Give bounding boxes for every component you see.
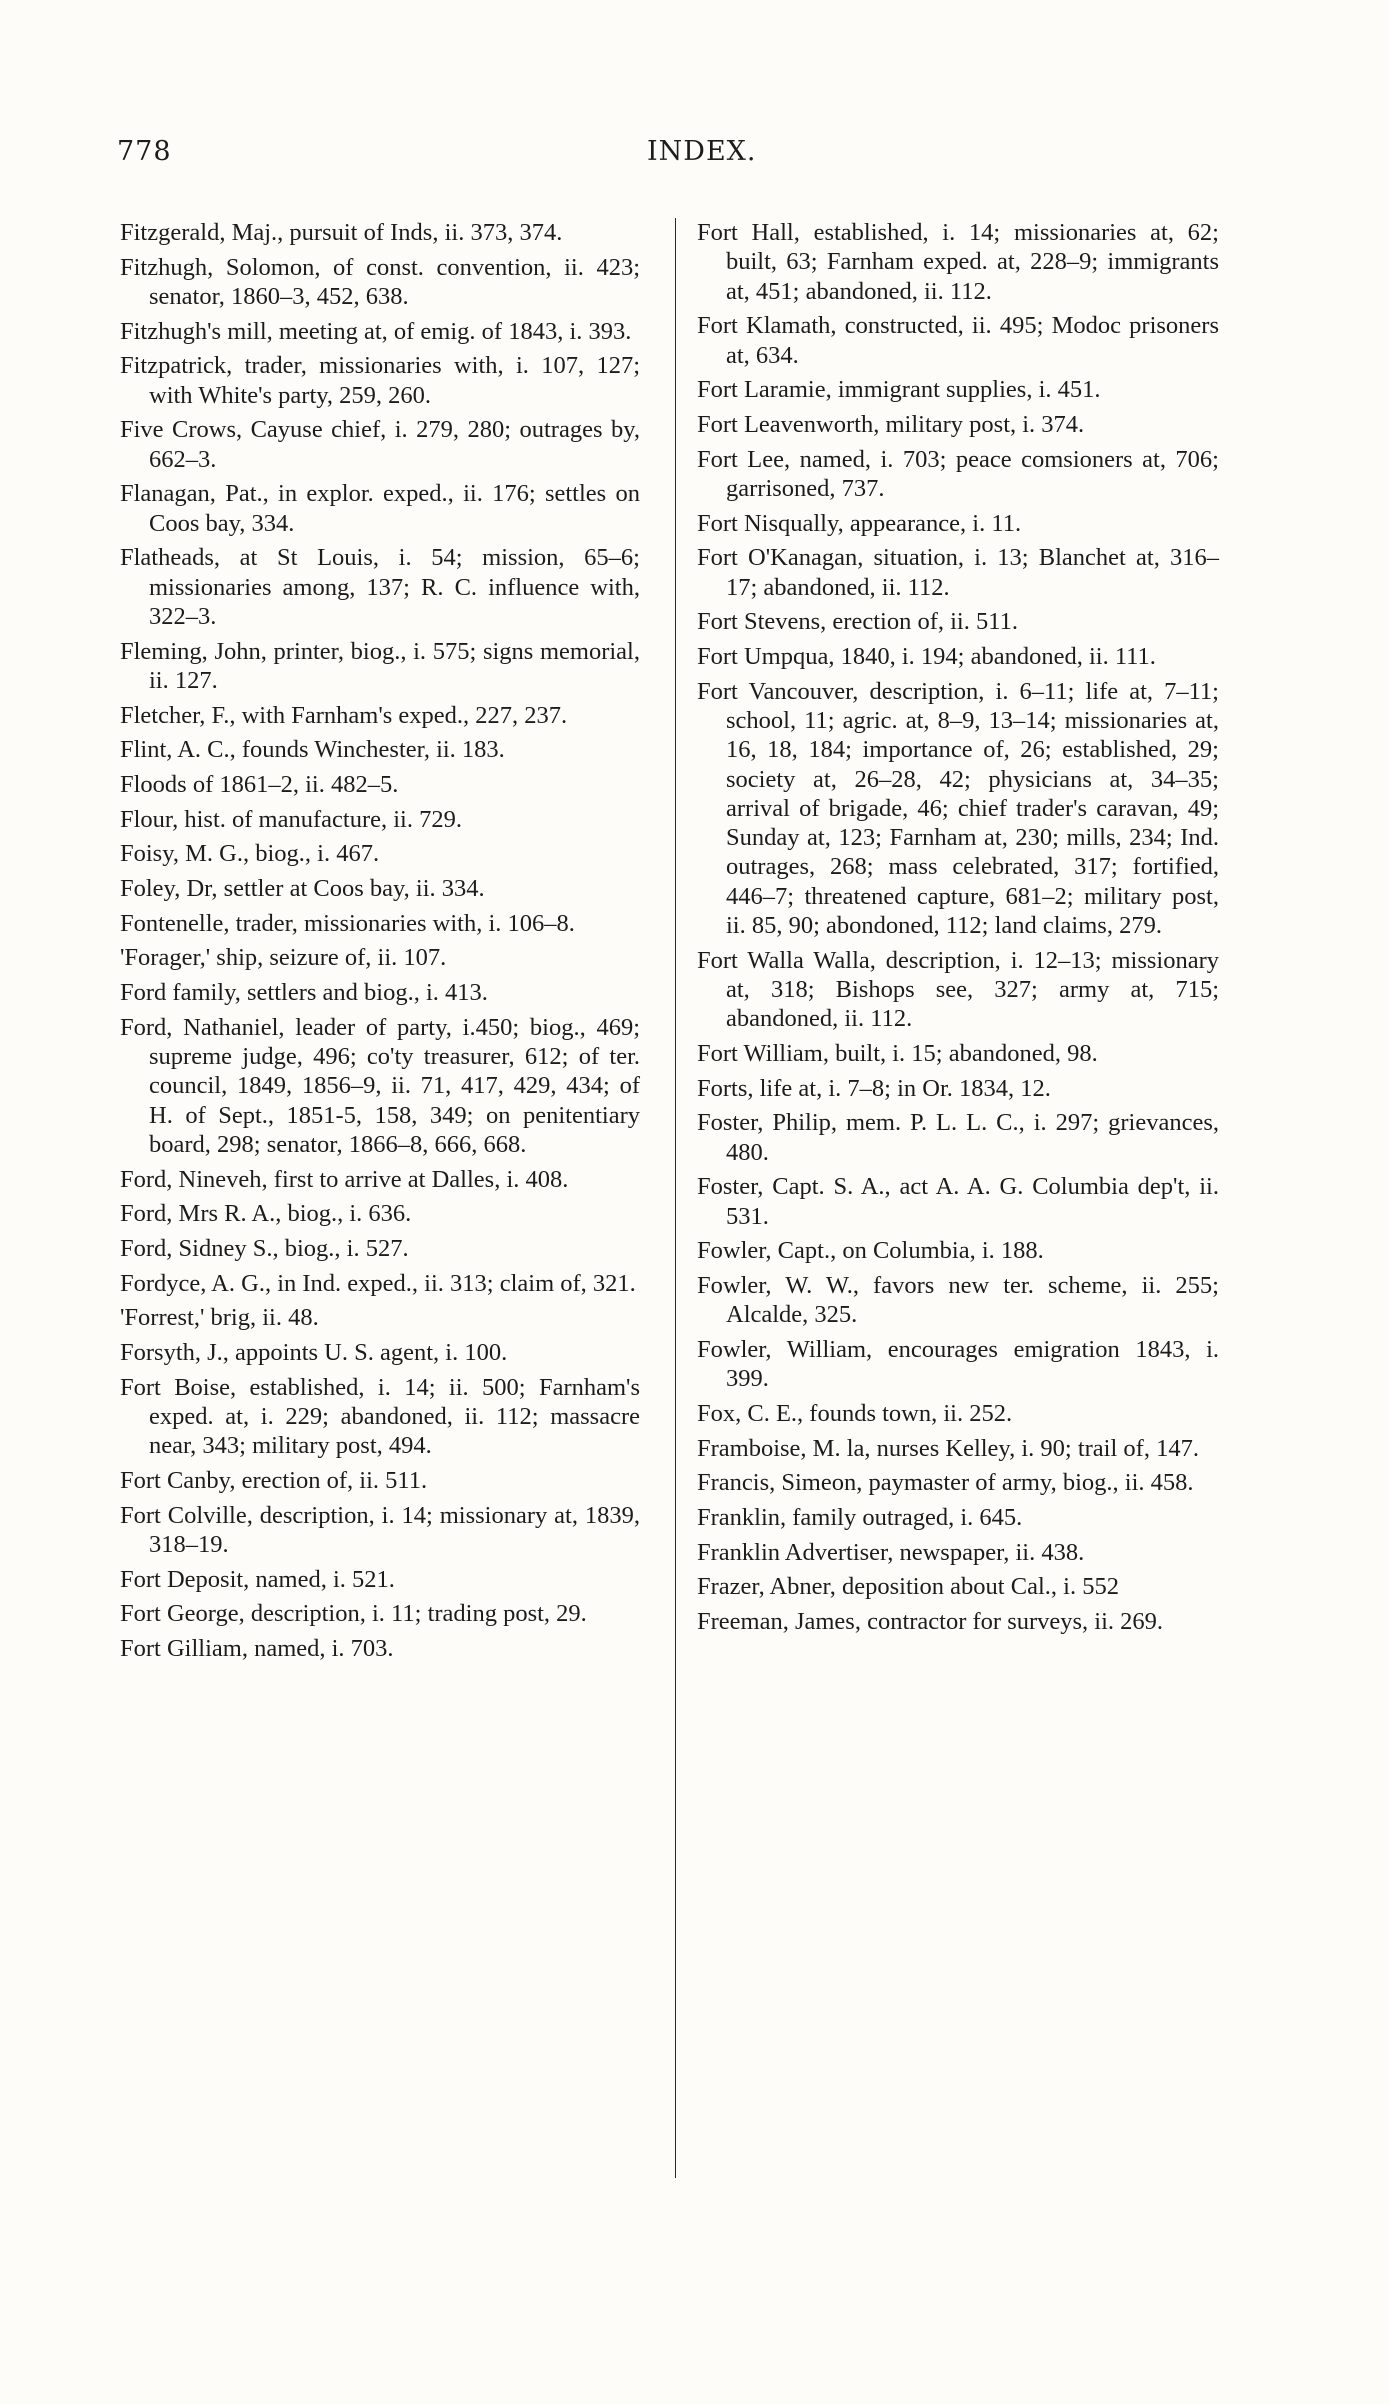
index-entry: Foley, Dr, settler at Coos bay, ii. 334. [120,875,485,903]
index-entry: Fleming, John, printer, biog., i. 575; signs memorial, ii. 127. [120,637,640,694]
index-entry: Foisy, M. G., biog., i. 467. [120,840,380,868]
index-entry: Flanagan, Pat., in explor. exped., ii. 176; settles on Coos bay, 334. [120,480,640,537]
index-entry: Fox, C. E., founds town, ii. 252. [697,1400,1013,1428]
index-entry: Fort Nisqually, appearance, i. 11. [697,509,1022,537]
index-entry: Ford, Nathaniel, leader of party, i.450; biog., 469; supreme judge, 496; co'ty treasurer, 612; of ter. council, 1849, 1856–9, ii. 71, 417, 429, 434; of H. of Sept., 1851-5, 158, 349; on penitentiary board, 298; senator, 1866–8, 666, 668. [120,1013,640,1158]
index-entry: Fort Walla Walla, description, i. 12–13; missionary at, 318; Bishops see, 327; army at, 715; abandoned, ii. 112. [697,946,1219,1033]
index-entry: Fort Gilliam, named, i. 703. [120,1635,394,1663]
index-entry: Freeman, James, contractor for surveys, ii. 269. [697,1608,1164,1636]
index-entry: Fort O'Kanagan, situation, i. 13; Blanchet at, 316–17; abandoned, ii. 112. [697,544,1219,601]
index-entry: Fort Colville, description, i. 14; missionary at, 1839, 318–19. [120,1501,640,1559]
index-entry: Franklin Advertiser, newspaper, ii. 438. [697,1538,1085,1566]
index-entry: Fowler, Capt., on Columbia, i. 188. [697,1237,1044,1265]
index-entry: Fitzpatrick, trader, missionaries with, i. 107, 127; with White's party, 259, 260. [120,352,640,409]
index-entry: Fort Klamath, constructed, ii. 495; Modoc prisoners at, 634. [697,312,1219,369]
index-entry: Fort Laramie, immigrant supplies, i. 451. [697,376,1101,404]
index-entry: Foster, Capt. S. A., act A. A. G. Columbia dep't, ii. 531. [697,1173,1219,1230]
index-entry: Fort Deposit, named, i. 521. [120,1565,395,1593]
index-entry: Fort William, built, i. 15; abandoned, 98. [697,1040,1098,1068]
index-entry: Fort Umpqua, 1840, i. 194; abandoned, ii. 111. [697,642,1156,670]
index-entry: Framboise, M. la, nurses Kelley, i. 90; trail of, 147. [697,1434,1199,1462]
index-entry: Foster, Philip, mem. P. L. L. C., i. 297; grievances, 480. [697,1109,1219,1166]
index-entry: Fort Hall, established, i. 14; missionaries at, 62; built, 63; Farnham exped. at, 228–9; immigrants at, 451; abandoned, ii. 112. [697,219,1219,305]
index-entry: Fontenelle, trader, missionaries with, i. 106–8. [120,909,575,937]
index-entry: Fordyce, A. G., in Ind. exped., ii. 313; claim of, 321. [120,1269,636,1297]
index-entry: Fort Canby, erection of, ii. 511. [120,1467,428,1495]
index-entry: Fowler, W. W., favors new ter. scheme, ii. 255; Alcalde, 325. [697,1272,1219,1329]
index-entry: Flour, hist. of manufacture, ii. 729. [120,805,462,833]
page-number: 778 [117,136,172,167]
index-column-right [697,218,1219,1642]
running-title: INDEX. [647,136,757,167]
index-entry: Forts, life at, i. 7–8; in Or. 1834, 12. [697,1074,1051,1102]
index-entry: Ford, Sidney S., biog., i. 527. [120,1235,409,1263]
index-entry: Flint, A. C., founds Winchester, ii. 183. [120,736,505,764]
index-entry: Fitzhugh, Solomon, of const. convention, ii. 423; senator, 1860–3, 452, 638. [120,253,640,310]
index-entry: Floods of 1861–2, ii. 482–5. [120,770,399,798]
index-entry: Fowler, William, encourages emigration 1843, i. 399. [697,1336,1219,1393]
index-entry: Forsyth, J., appoints U. S. agent, i. 100. [120,1339,508,1367]
index-entry: Fort George, description, i. 11; trading post, 29. [120,1600,587,1628]
page-header [117,136,757,176]
index-entry: 'Forager,' ship, seizure of, ii. 107. [120,944,447,972]
index-entry: Fletcher, F., with Farnham's exped., 227, 237. [120,701,568,729]
index-entry: Fort Boise, established, i. 14; ii. 500; Farnham's exped. at, i. 229; abandoned, ii. 112; massacre near, 343; military post, 494. [120,1373,640,1460]
index-entry: 'Forrest,' brig, ii. 48. [120,1304,319,1332]
index-entry: Fort Stevens, erection of, ii. 511. [697,608,1018,636]
index-entry: Ford, Nineveh, first to arrive at Dalles, i. 408. [120,1165,569,1193]
index-column-left [120,218,640,1669]
index-entry: Fort Vancouver, description, i. 6–11; life at, 7–11; school, 11; agric. at, 8–9, 13–14; missionaries at, 16, 18, 184; importance of, 26; established, 29; society at, 26–28, 42; physicians at, 34–35; arrival of brigade, 46; chief trader's caravan, 49; Sunday at, 123; Farnham at, 230; mills, 234; Ind. outrages, 268; mass celebrated, 317; fortified, 446–7; threatened capture, 681–2; military post, ii. 85, 90; abondoned, 112; land claims, 279. [697,677,1219,940]
index-entry: Fitzhugh's mill, meeting at, of emig. of 1843, i. 393. [120,317,632,345]
index-entry: Francis, Simeon, paymaster of army, biog., ii. 458. [697,1469,1194,1497]
index-entry: Fort Lee, named, i. 703; peace comsioners at, 706; garrisoned, 737. [697,445,1219,502]
index-entry: Flatheads, at St Louis, i. 54; mission, 65–6; missionaries among, 137; R. C. influence with, 322–3. [120,544,640,630]
column-divider [675,218,676,2178]
index-entry: Fitzgerald, Maj., pursuit of Inds, ii. 373, 374. [120,219,563,246]
index-entry: Five Crows, Cayuse chief, i. 279, 280; outrages by, 662–3. [120,416,640,473]
index-entry: Frazer, Abner, deposition about Cal., i. 552 [697,1573,1119,1601]
index-entry: Ford, Mrs R. A., biog., i. 636. [120,1200,412,1228]
index-entry: Franklin, family outraged, i. 645. [697,1504,1023,1532]
index-entry: Ford family, settlers and biog., i. 413. [120,979,488,1007]
index-entry: Fort Leavenworth, military post, i. 374. [697,410,1085,438]
